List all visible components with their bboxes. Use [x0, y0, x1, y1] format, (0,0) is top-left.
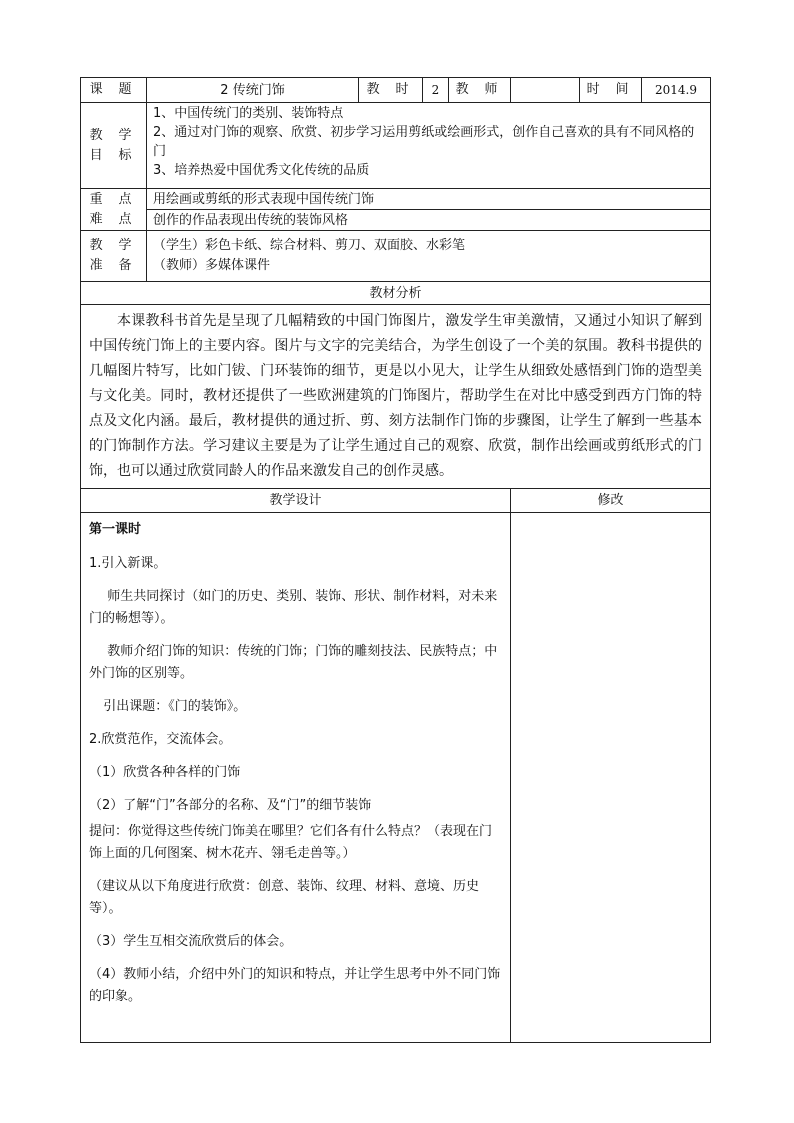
prep-student: （学生）彩色卡纸、综合材料、剪刀、双面胶、水彩笔 [153, 238, 466, 253]
header-row [81, 78, 711, 103]
prep-teacher: （教师）多媒体课件 [153, 258, 271, 273]
design-title-row [81, 489, 711, 513]
key-point-row [81, 189, 711, 210]
teacher-label: 教 师 [449, 78, 511, 103]
prep-label [81, 231, 147, 282]
analysis-text: 本课教科书首先是呈现了几幅精致的中国门饰图片，激发学生审美激情，又通过小知识了解到中国传统门饰上的主要内容。图片与文字的完美结合，为学生创设了一个美的氛围。教科书提供的几幅图片特写，比如门钹、门环装饰的细节，更是以小见大，让学生从细致处感悟到门饰的造型美与文化美。同时，教材还提供了一些欧洲建筑的门饰图片，帮助学生在对比中感受到西方门饰的特点及文化内涵。最后，教材提供的通过折、剪、刻方法制作门饰的步骤图，让学生了解到一些基本的门饰制作方法。学习建议主要是为了让学生通过自己的观察、欣赏，制作出绘画或剪纸形式的门饰，也可以通过欣赏同龄人的作品来激发自己的创作灵感。 [81, 305, 711, 489]
prep-row [81, 231, 711, 282]
goal-item: 2、通过对门饰的观察、欣赏、初步学习运用剪纸或绘画形式，创作自己喜欢的具有不同风格的门 [153, 125, 695, 159]
key-point-text: 用绘画或剪纸的形式表现中国传统门饰 [147, 189, 711, 210]
analysis-title: 教材分析 [81, 282, 711, 305]
lesson-plan-sheet [80, 77, 710, 1043]
teacher-value [511, 78, 580, 103]
lesson-plan-table [80, 77, 711, 1043]
goals-content [147, 103, 711, 189]
hours-value: 2 [423, 78, 449, 103]
design-content [81, 513, 511, 1043]
step-2: 2.欣赏范作，交流体会。 [89, 732, 232, 747]
goal-item: 1、中国传统门的类别、装饰特点 [153, 106, 344, 121]
lesson-heading: 第一课时 [89, 522, 142, 537]
goals-row [81, 103, 711, 189]
time-label: 时 间 [580, 78, 642, 103]
time-value: 2014.9 [642, 78, 711, 103]
step-1: 1.引入新课。 [89, 556, 167, 571]
sub-step-3: （3）学生互相交流欣赏后的体会。 [89, 934, 293, 949]
goal-item: 3、培养热爱中国优秀文化传统的品质 [153, 163, 370, 178]
prep-content [147, 231, 711, 282]
revise-title: 修改 [511, 489, 711, 513]
goals-label [81, 103, 147, 189]
analysis-row [81, 305, 711, 489]
focus-label-line2: 难 点 [89, 211, 138, 227]
goals-label-line2: 目 标 [89, 147, 138, 163]
topic-value: 2 传统门饰 [147, 78, 359, 103]
subject-text: 引出课题：《门的装饰》。 [103, 699, 247, 714]
revise-content[interactable] [511, 513, 711, 1043]
focus-label-line1: 重 点 [89, 191, 138, 207]
goals-label-line1: 教 学 [89, 127, 138, 143]
discuss-text: 师生共同探讨（如门的历史、类别、装饰、形状、制作材料，对未来门的畅想等）。 [89, 589, 498, 626]
prep-label-line1: 教 学 [89, 238, 138, 253]
prep-label-line2: 准 备 [89, 258, 138, 273]
focus-label [81, 189, 147, 231]
suggest-text: （建议从以下角度进行欣赏：创意、装饰、纹理、材料、意境、历史等）。 [89, 879, 480, 916]
sub-step-4: （4）教师小结，介绍中外门的知识和特点，并让学生思考中外不同门饰的印象。 [89, 967, 501, 1004]
design-row [81, 513, 711, 1043]
question-text: 提问：你觉得这些传统门饰美在哪里？它们各有什么特点？（表现在门饰上面的几何图案、树木花卉、翎毛走兽等。） [89, 824, 493, 861]
sub-step-1: （1）欣赏各种各样的门饰 [89, 765, 241, 780]
topic-label: 课 题 [81, 78, 147, 103]
sub-step-2: （2）了解“门”各部分的名称、及“门”的细节装饰 [89, 798, 372, 813]
analysis-title-row [81, 282, 711, 305]
difficulty-row [81, 210, 711, 231]
hours-label: 教 时 [359, 78, 423, 103]
design-title: 教学设计 [81, 489, 511, 513]
intro-text: 教师介绍门饰的知识：传统的门饰；门饰的雕刻技法、民族特点；中外门饰的区别等。 [89, 644, 498, 681]
difficulty-text: 创作的作品表现出传统的装饰风格 [147, 210, 711, 231]
